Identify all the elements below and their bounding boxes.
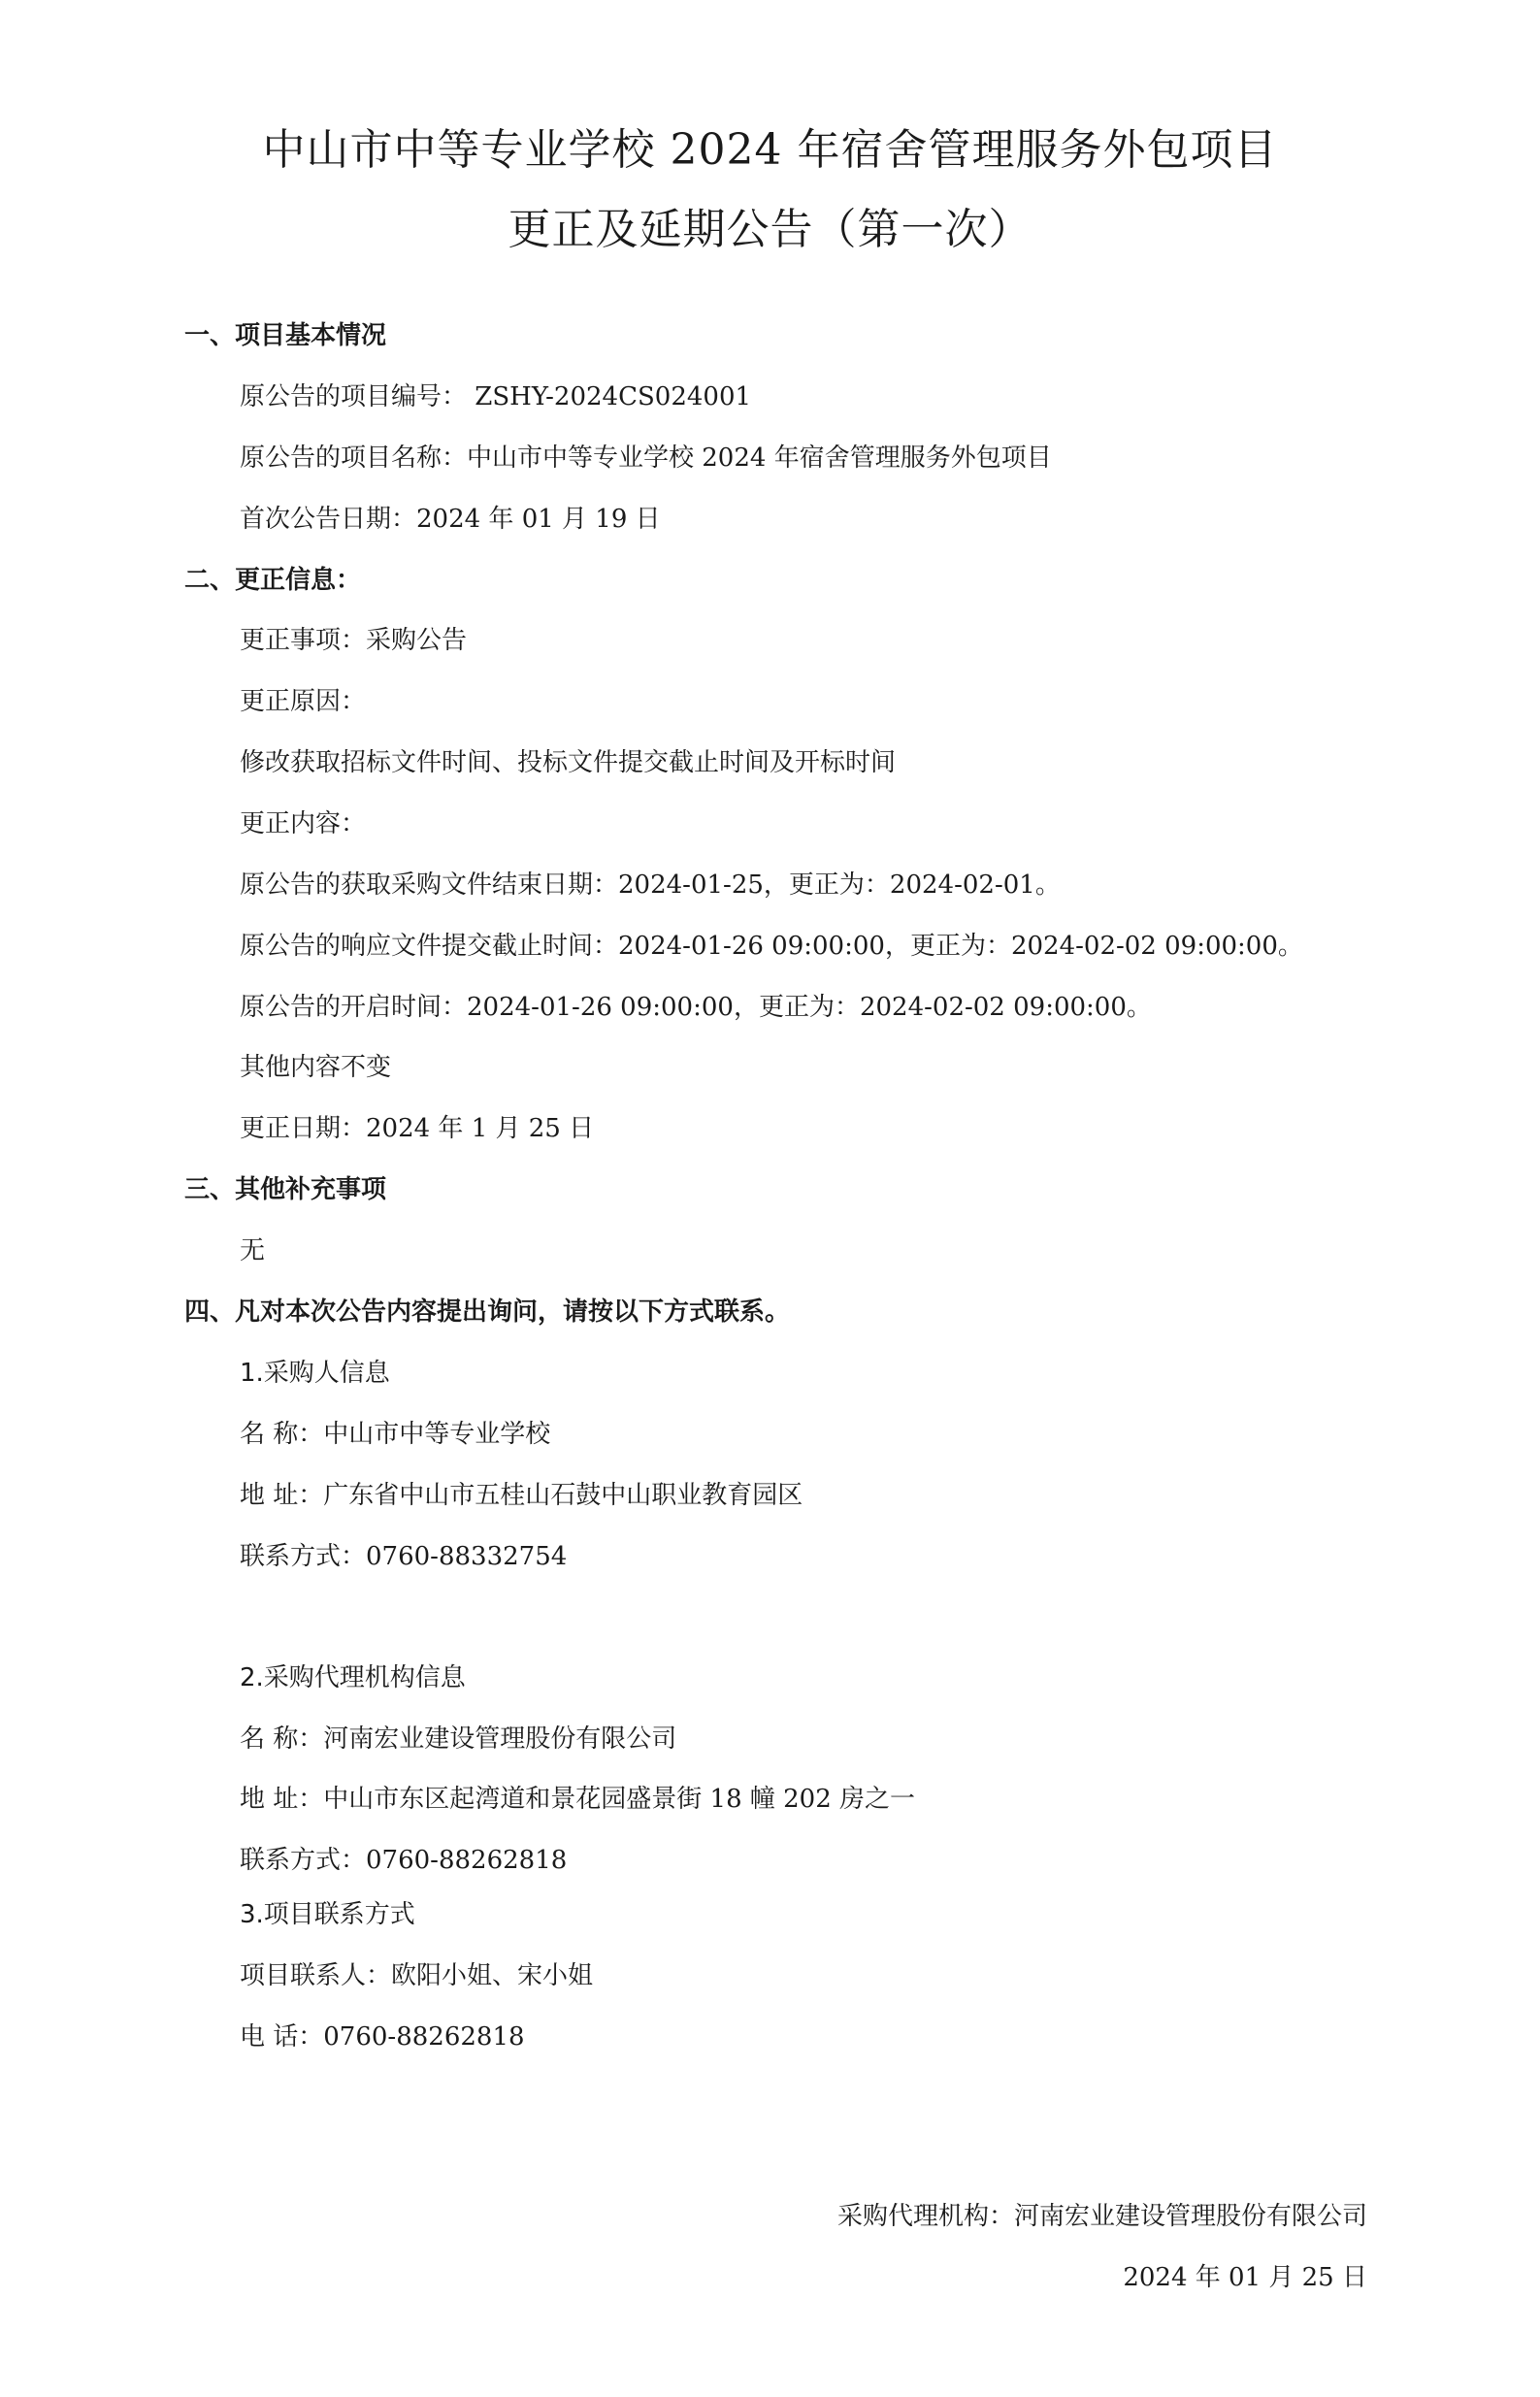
correction-change-2: 原公告的响应文件提交截止时间：2024-01-26 09:00:00，更正为：2024-02-02 09:00:00。 — [240, 932, 1303, 961]
section3-heading: 三、其他补充事项 — [184, 1175, 387, 1204]
project-contact-person: 项目联系人：欧阳小姐、宋小姐 — [240, 1961, 594, 1990]
purchaser-info-label: 1.采购人信息 — [240, 1359, 390, 1388]
correction-matter: 更正事项：采购公告 — [240, 626, 468, 655]
footer-agency: 采购代理机构：河南宏业建设管理股份有限公司 — [836, 2202, 1367, 2231]
project-number: 原公告的项目编号： ZSHY-2024CS024001 — [240, 382, 752, 411]
section2-heading: 二、更正信息： — [184, 566, 362, 595]
project-contact-label: 3.项目联系方式 — [240, 1900, 415, 1929]
document-title-line2: 更正及延期公告（第一次） — [508, 205, 1032, 254]
purchaser-contact: 联系方式：0760-88332754 — [240, 1542, 568, 1571]
agency-address: 地 址：中山市东区起湾道和景花园盛景街 18 幢 202 房之一 — [240, 1785, 916, 1814]
correction-content-label: 更正内容： — [240, 809, 367, 838]
document-title-line1: 中山市中等专业学校 2024 年宿舍管理服务外包项目 — [262, 125, 1278, 175]
section1-heading: 一、项目基本情况 — [184, 321, 387, 350]
section4-heading: 四、凡对本次公告内容提出询问，请按以下方式联系。 — [184, 1297, 791, 1327]
correction-reason: 修改获取招标文件时间、投标文件提交截止时间及开标时间 — [240, 748, 897, 777]
correction-change-3: 原公告的开启时间：2024-01-26 09:00:00，更正为：2024-02-02 09:00:00。 — [240, 993, 1152, 1022]
project-name: 原公告的项目名称：中山市中等专业学校 2024 年宿舍管理服务外包项目 — [240, 443, 1052, 473]
supplementary-content: 无 — [240, 1236, 266, 1265]
correction-reason-label: 更正原因： — [240, 687, 367, 716]
purchaser-address: 地 址：广东省中山市五桂山石鼓中山职业教育园区 — [240, 1481, 803, 1510]
project-contact-phone: 电 话：0760-88262818 — [240, 2022, 525, 2052]
purchaser-name: 名 称：中山市中等专业学校 — [240, 1420, 551, 1449]
correction-change-1: 原公告的获取采购文件结束日期：2024-01-25，更正为：2024-02-01。 — [240, 870, 1061, 900]
correction-date: 更正日期：2024 年 1 月 25 日 — [240, 1114, 595, 1143]
agency-name: 名 称：河南宏业建设管理股份有限公司 — [240, 1724, 677, 1754]
other-content-unchanged: 其他内容不变 — [240, 1053, 392, 1082]
agency-contact: 联系方式：0760-88262818 — [240, 1846, 568, 1875]
first-announcement-date: 首次公告日期：2024 年 01 月 19 日 — [240, 505, 661, 534]
footer-date: 2024 年 01 月 25 日 — [1123, 2263, 1367, 2292]
agency-info-label: 2.采购代理机构信息 — [240, 1663, 466, 1692]
